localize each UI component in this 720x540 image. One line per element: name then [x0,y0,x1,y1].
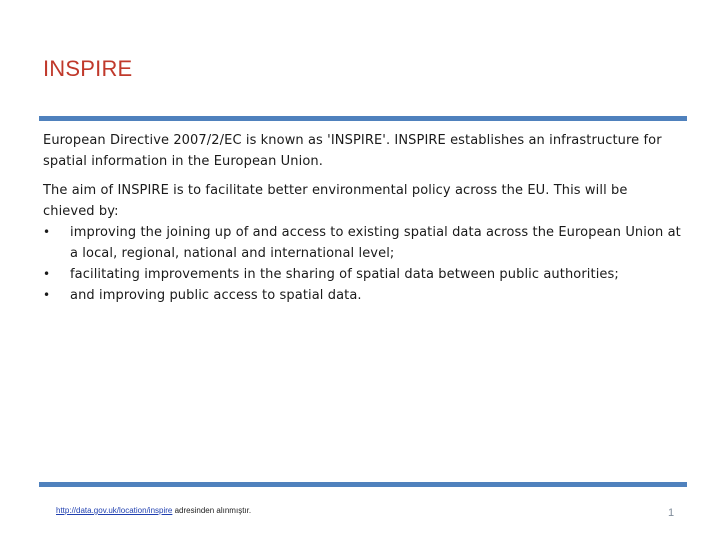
bottom-divider [39,482,687,487]
slide-title: INSPIRE [43,56,133,81]
bullet-icon: • [43,267,51,281]
list-item [43,222,683,264]
bullet-icon: • [43,225,51,239]
list-item [43,264,683,285]
top-divider [39,116,687,121]
intro-paragraph: European Directive 2007/2/EC is known as 'INSPIRE'. INSPIRE establishes an infrastructure for spatial information in the European Union. [43,133,662,169]
source-link[interactable]: http://data.gov.uk/location/inspire [56,506,173,515]
bullet-text: facilitating improvements in the sharing of spatial data between public authorities; [70,267,619,282]
bullet-text: improving the joining up of and access to existing spatial data across the European Union at a local, regional, national and international level; [70,225,681,261]
bullet-text: and improving public access to spatial data. [70,288,362,303]
source-citation [56,506,251,515]
aim-paragraph: The aim of INSPIRE is to facilitate better environmental policy across the EU. This will be chieved by: [43,183,628,219]
bullet-icon: • [43,288,51,302]
source-suffix: adresinden alınmıştır. [172,506,252,515]
page-number: 1 [668,507,675,519]
list-item [43,285,683,306]
slide-body [43,130,683,306]
bullet-list [43,222,683,306]
